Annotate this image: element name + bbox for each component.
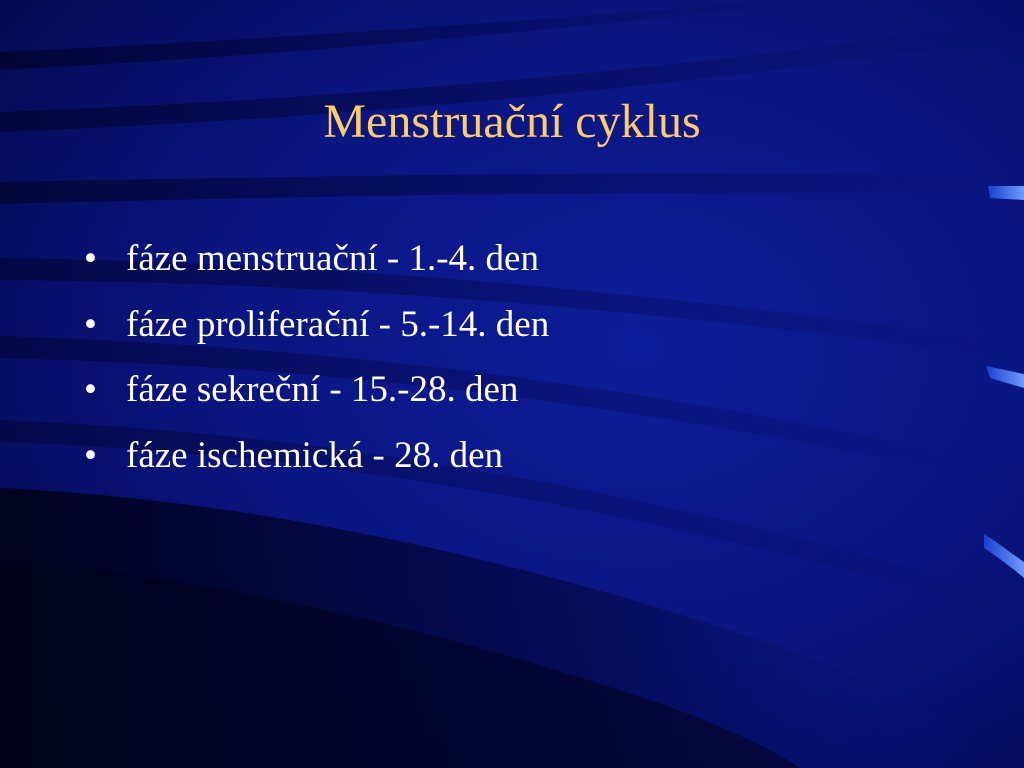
bullet-item [84, 226, 549, 292]
bullet-item [84, 292, 549, 358]
bullet-text: fáze ischemická - 28. den [126, 434, 504, 476]
bullet-dot-icon: • [84, 303, 97, 345]
bullet-dot-icon: • [84, 238, 97, 279]
bullet-list [84, 226, 549, 488]
bullet-text: fáze menstruační - 1.-4. den [126, 238, 539, 279]
bullet-dot-icon: • [84, 369, 97, 410]
bullet-text: fáze sekreční - 15.-28. den [126, 369, 519, 410]
bullet-item [84, 357, 549, 423]
bullet-item [84, 423, 549, 489]
bullet-dot-icon: • [84, 434, 97, 476]
bullet-text: fáze proliferační - 5.-14. den [126, 303, 550, 345]
slide-title: Menstruační cyklus [323, 95, 701, 148]
